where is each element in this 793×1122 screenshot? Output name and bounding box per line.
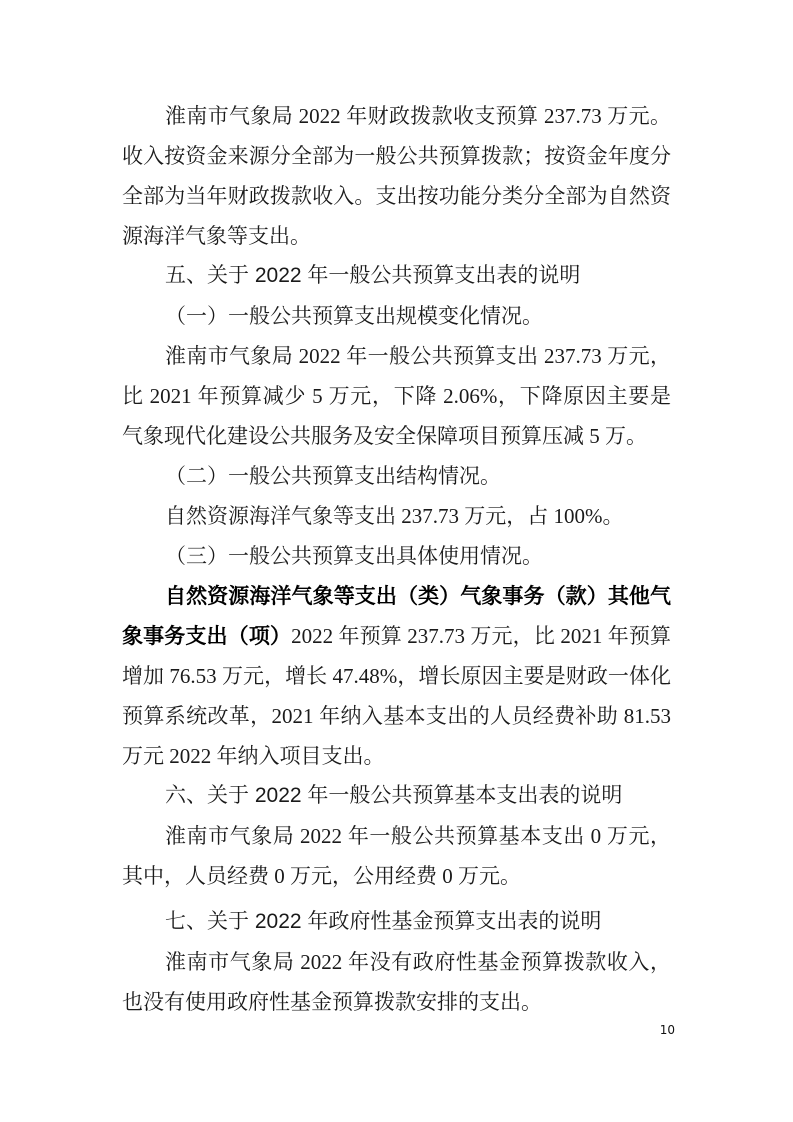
heading-sub-two-expenditure-structure: （二）一般公共预算支出结构情况。 [165,464,501,488]
heading-section-six-basic-expenditure: 六、关于 2022 年一般公共预算基本支出表的说明 [165,784,623,807]
paragraph-basic-expenditure-detail: 淮南市气象局 2022 年一般公共预算基本支出 0 万元，其中，人员经费 0 万元，公用经费 0 万元。 [122,824,671,888]
paragraph-expenditure-structure-detail: 自然资源海洋气象等支出 237.73 万元，占 100%。 [165,504,624,528]
paragraph-expenditure-scale-detail: 淮南市气象局 2022 年一般公共预算支出 237.73 万元，比 2021 年预算减少 5 万元，下降 2.06%，下降原因主要是气象现代化建设公共服务及安全保障项目预算压减 5 万。 [122,344,671,448]
page-number: 10 [659,1023,675,1037]
document-body [122,96,671,1022]
paragraph-specific-usage-detail [122,576,671,776]
paragraph-specific-usage-rest: 2022 年预算 237.73 万元，比 2021 年预算增加 76.53 万元，增长 47.48%，增长原因主要是财政一体化预算系统改革，2021 年纳入基本支出的人员经费补助 81.53 万元 2022 年纳入项目支出。 [122,624,672,768]
paragraph-government-fund-detail: 淮南市气象局 2022 年没有政府性基金预算拨款收入，也没有使用政府性基金预算拨款安排的支出。 [122,950,671,1014]
paragraph-specific-usage-bold-lead: 自然资源海洋气象等支出（类）气象事务（款）其他气象事务支出（项） [122,584,671,648]
heading-sub-three-expenditure-specific-usage: （三）一般公共预算支出具体使用情况。 [165,544,543,568]
paragraph-fiscal-allocation-overview: 淮南市气象局 2022 年财政拨款收支预算 237.73 万元。收入按资金来源分全部为一般公共预算拨款；按资金年度分全部为当年财政拨款收入。支出按功能分类分全部为自然资源海洋气象等支出。 [122,104,671,248]
heading-sub-one-expenditure-scale-change: （一）一般公共预算支出规模变化情况。 [165,304,543,328]
heading-section-seven-government-fund-budget: 七、关于 2022 年政府性基金预算支出表的说明 [165,910,602,933]
heading-section-five-general-budget-expenditure: 五、关于 2022 年一般公共预算支出表的说明 [165,264,581,287]
